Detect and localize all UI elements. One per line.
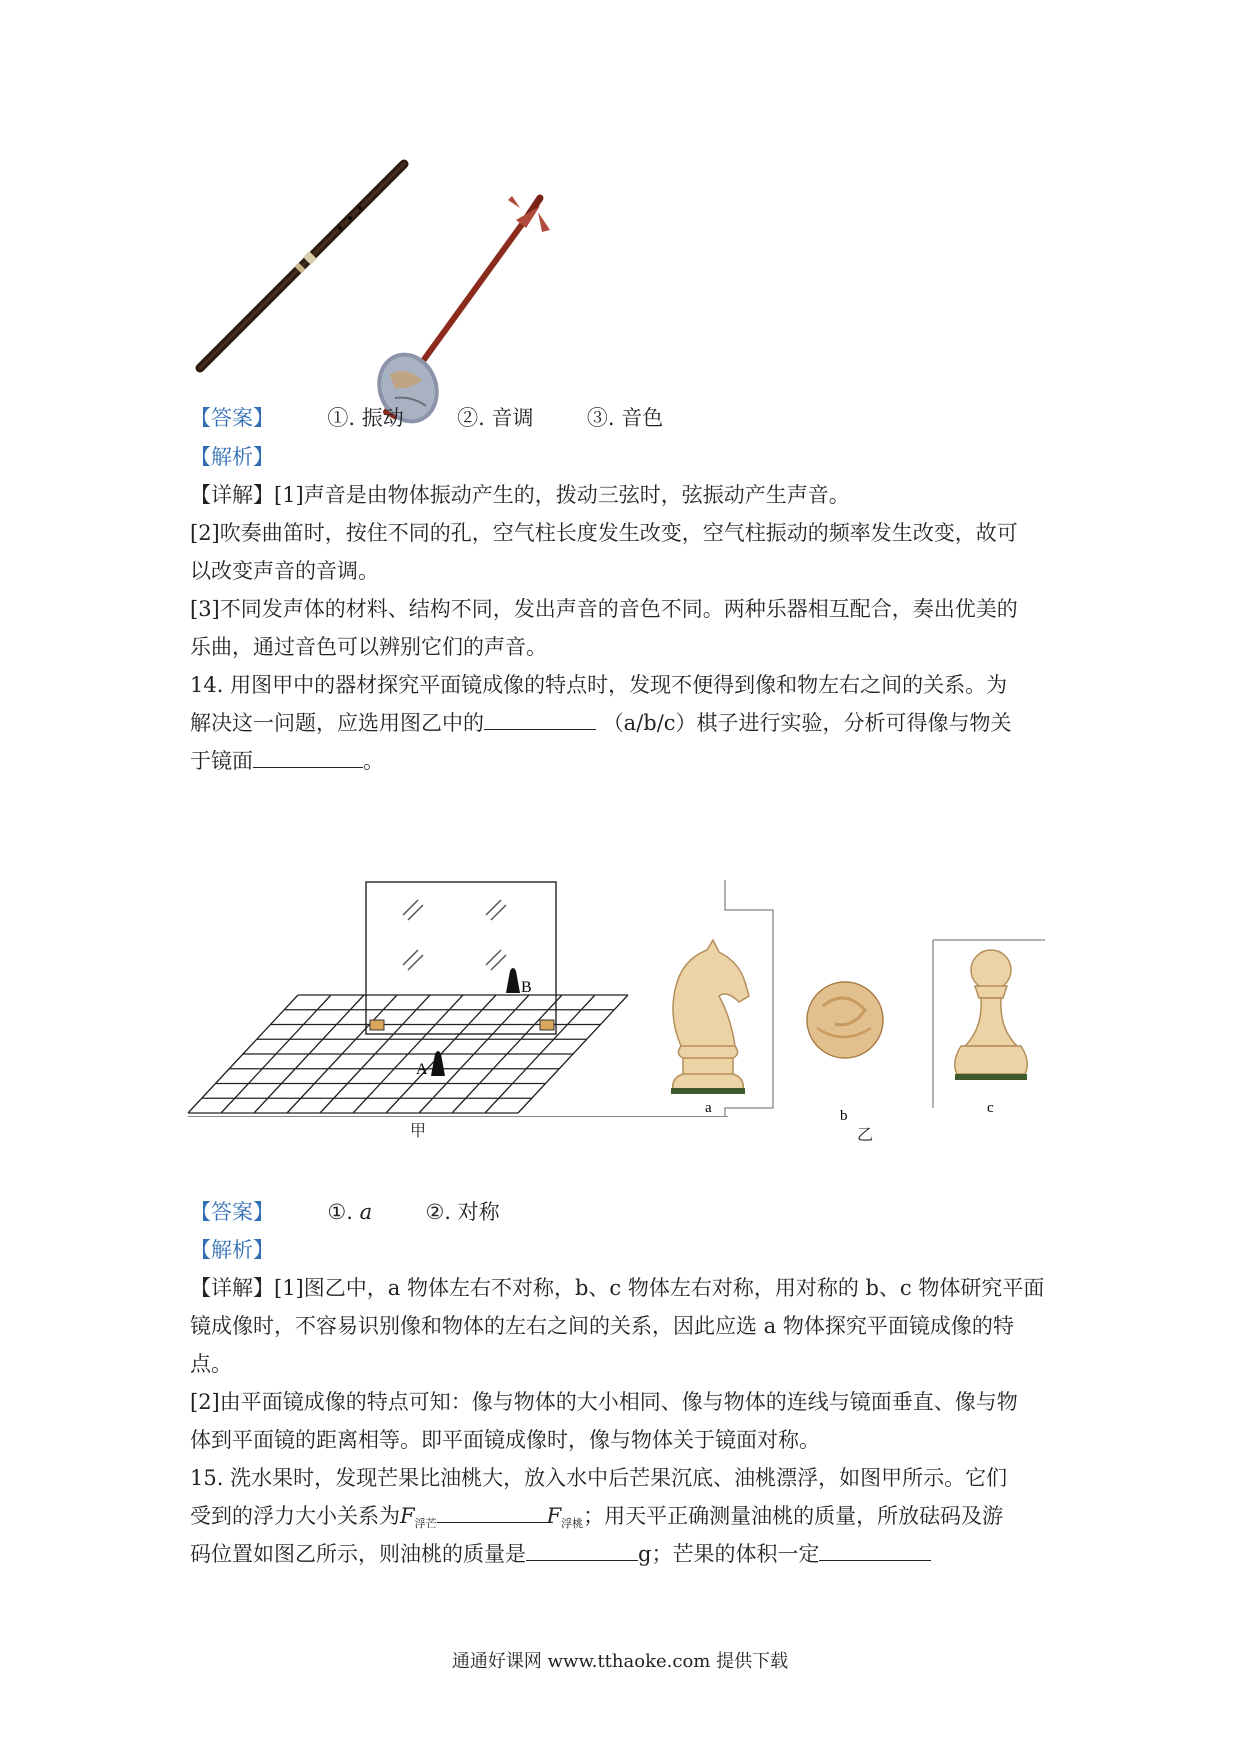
detail-label: 【详解】 bbox=[190, 483, 274, 507]
answer-14 bbox=[190, 1198, 500, 1226]
answer-14-item-1-value: a bbox=[359, 1200, 373, 1224]
analysis-14-p1c: 点。 bbox=[190, 1352, 232, 1376]
analysis-14-p1b: 镜成像时，不容易识别像和物体的左右之间的关系，因此应选 a 物体探究平面镜成像的特 bbox=[190, 1314, 1014, 1338]
analysis-13-p1 bbox=[190, 481, 850, 509]
answer-label: 【答案】 bbox=[190, 406, 274, 430]
answer-13 bbox=[190, 404, 663, 432]
page-footer: 通通好课网 www.tthaoke.com 提供下载 bbox=[451, 1651, 789, 1672]
answer-13-item-3: ③. 音色 bbox=[586, 406, 664, 430]
blank-piece-choice[interactable] bbox=[484, 709, 596, 730]
answer-13-item-2: ②. 音调 bbox=[457, 406, 534, 430]
piece-b-label: b bbox=[840, 1108, 848, 1124]
analysis-14-p1a bbox=[190, 1274, 1044, 1302]
blank-peach-mass[interactable] bbox=[526, 1540, 638, 1561]
instruments-figure bbox=[190, 150, 590, 430]
figure-jia-caption: 甲 bbox=[410, 1121, 427, 1140]
question-15-line-3 bbox=[190, 1540, 931, 1568]
question-15-text: g；芒果的体积一定 bbox=[638, 1542, 820, 1566]
analysis-13-p2a: [2]吹奏曲笛时，按住不同的孔，空气柱长度发生改变，空气柱振动的频率发生改变，故可 bbox=[190, 521, 1018, 545]
pawn-piece-icon bbox=[955, 950, 1028, 1080]
figure-jia-mirror-grid bbox=[188, 870, 708, 1120]
analysis-14-label: 【解析】 bbox=[190, 1238, 274, 1262]
question-14-text: 于镜面 bbox=[190, 749, 253, 773]
blank-force-relation[interactable] bbox=[437, 1502, 547, 1523]
piece-B-icon bbox=[506, 968, 520, 993]
answer-14-item-2: ②. 对称 bbox=[425, 1200, 500, 1224]
force-symbol: F bbox=[400, 1504, 415, 1528]
figure-baseline bbox=[188, 1116, 728, 1117]
analysis-13-p1-text: [1]声音是由物体振动产生的，拨动三弦时，弦振动产生声音。 bbox=[274, 483, 850, 507]
question-14-text: 。 bbox=[363, 749, 384, 773]
label-A: A bbox=[416, 1061, 428, 1078]
figure-yi-chess-pieces bbox=[705, 878, 1065, 1124]
answer-label: 【答案】 bbox=[190, 1200, 274, 1224]
question-15-text: 码位置如图乙所示，则油桃的质量是 bbox=[190, 1542, 526, 1566]
question-14-line-1: 14. 用图甲中的器材探究平面镜成像的特点时，发现不便得到像和物左右之间的关系。为 bbox=[190, 673, 1008, 697]
force-subscript-peach: 浮桃 bbox=[561, 1517, 584, 1530]
blank-mango-volume[interactable] bbox=[819, 1540, 931, 1561]
force-symbol: F bbox=[546, 1504, 562, 1528]
detail-label: 【详解】 bbox=[190, 1276, 274, 1300]
question-14-line-3 bbox=[190, 747, 384, 775]
label-B: B bbox=[521, 979, 532, 996]
answer-13-item-1: ①. 振动 bbox=[327, 406, 404, 430]
piece-a-label: a bbox=[705, 1100, 712, 1116]
question-15-text: 受到的浮力大小关系为 bbox=[190, 1504, 400, 1528]
flute-image bbox=[200, 164, 404, 368]
question-15-line-2 bbox=[190, 1502, 1003, 1538]
question-14-line-2 bbox=[190, 709, 1012, 737]
analysis-13-label: 【解析】 bbox=[190, 445, 274, 469]
analysis-13-p2b: 以改变声音的音调。 bbox=[190, 559, 379, 583]
blank-symmetry[interactable] bbox=[253, 747, 363, 768]
analysis-13-p3a: [3]不同发声体的材料、结构不同，发出声音的音色不同。两种乐器相互配合，奏出优美的 bbox=[190, 597, 1018, 621]
ball-piece-icon bbox=[807, 982, 883, 1058]
question-14-text: （a/b/c）棋子进行实验，分析可得像与物关 bbox=[602, 711, 1012, 735]
piece-c-label: c bbox=[987, 1100, 994, 1116]
analysis-14-p2b: 体到平面镜的距离相等。即平面镜成像时，像与物体关于镜面对称。 bbox=[190, 1428, 820, 1452]
question-14-text: 解决这一问题，应选用图乙中的 bbox=[190, 711, 484, 735]
force-subscript-mango: 浮芒 bbox=[414, 1517, 437, 1530]
answer-14-item-1-prefix: ①. bbox=[327, 1200, 353, 1224]
question-15-line-1: 15. 洗水果时，发现芒果比油桃大，放入水中后芒果沉底、油桃漂浮，如图甲所示。它们 bbox=[190, 1466, 1008, 1490]
analysis-14-p1a-text: [1]图乙中，a 物体左右不对称，b、c 物体左右对称，用对称的 b、c 物体研究平面 bbox=[274, 1276, 1045, 1300]
sanxian-image bbox=[367, 196, 550, 432]
piece-A-icon bbox=[431, 1051, 445, 1076]
figure-yi-caption: 乙 bbox=[857, 1125, 874, 1144]
analysis-14-p2a: [2]由平面镜成像的特点可知：像与物体的大小相同、像与物体的连线与镜面垂直、像与物 bbox=[190, 1390, 1018, 1414]
analysis-13-p3b: 乐曲，通过音色可以辨别它们的声音。 bbox=[190, 635, 547, 659]
question-15-text: ；用天平正确测量油桃的质量，所放砝码及游 bbox=[583, 1504, 1004, 1528]
